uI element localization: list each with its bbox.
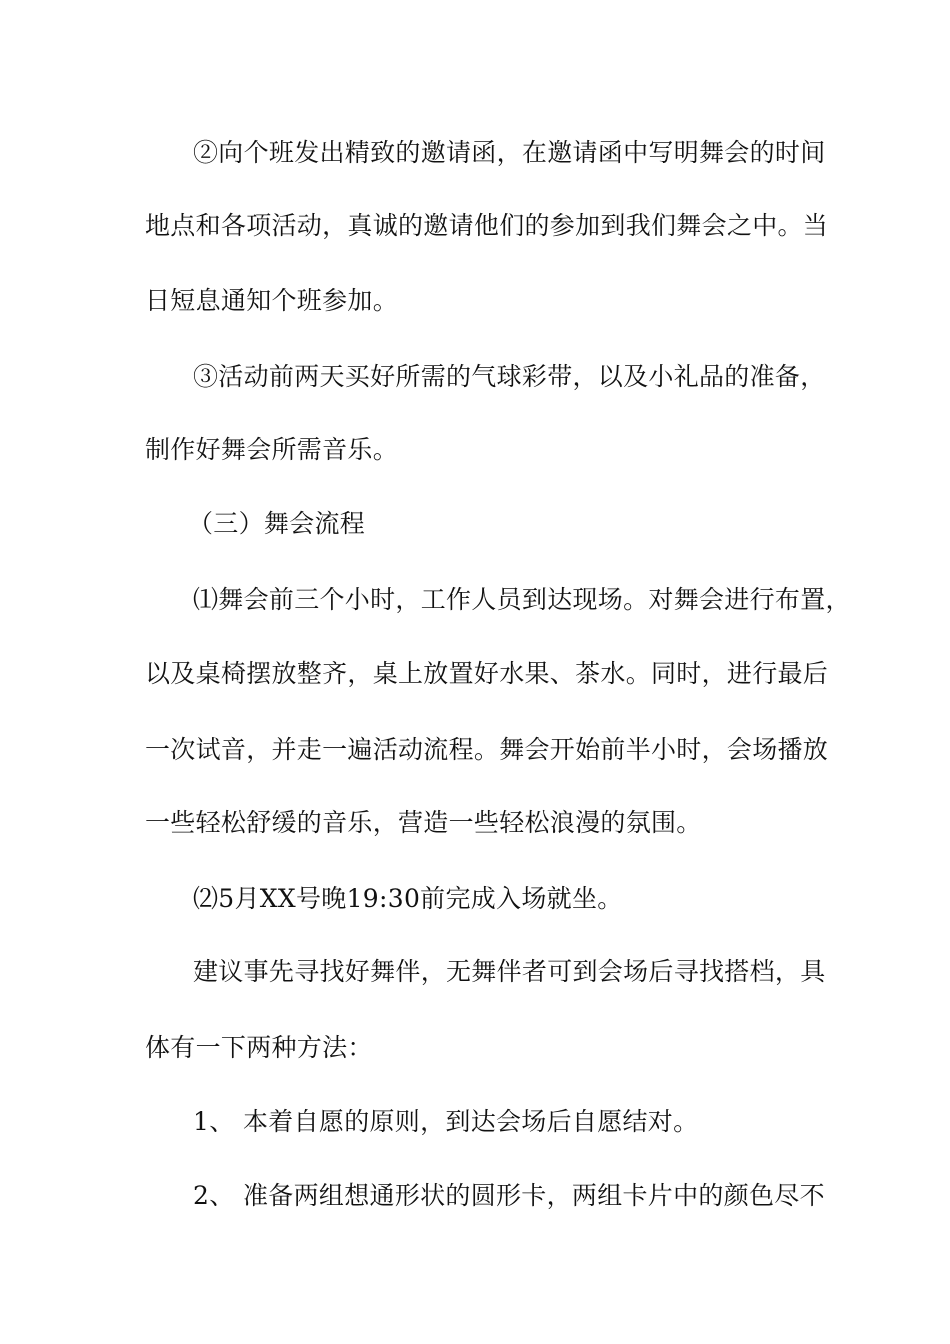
list-number: 1、	[193, 1107, 235, 1136]
list-number: 2、	[193, 1181, 235, 1210]
list-item	[0, 1105, 950, 1139]
paragraph-line: 一些轻松舒缓的音乐，营造一些轻松浪漫的氛围。	[145, 808, 702, 837]
paragraph-line: 一次试音，并走一遍活动流程。舞会开始前半小时，会场播放	[145, 735, 829, 764]
paragraph-line: 制作好舞会所需音乐。	[145, 435, 399, 464]
paragraph-line: ⑵5月XX号晚19:30前完成入场就坐。	[193, 884, 623, 913]
section-heading: （三）舞会流程	[188, 509, 366, 538]
list-item-text: 准备两组想通形状的圆形卡，两组卡片中的颜色尽不	[243, 1181, 825, 1210]
paragraph-line: 体有一下两种方法：	[145, 1033, 373, 1062]
list-item-text: 本着自愿的原则，到达会场后自愿结对。	[243, 1107, 699, 1136]
paragraph-line: ⑴舞会前三个小时，工作人员到达现场。对舞会进行布置，	[193, 585, 851, 614]
paragraph-line: ③活动前两天买好所需的气球彩带，以及小礼品的准备，	[193, 362, 826, 391]
paragraph-line: 日短息通知个班参加。	[145, 286, 399, 315]
paragraph-line: 建议事先寻找好舞伴，无舞伴者可到会场后寻找搭档，具	[193, 957, 826, 986]
paragraph-line: ②向个班发出精致的邀请函，在邀请函中写明舞会的时间	[193, 138, 826, 167]
paragraph-line: 以及桌椅摆放整齐，桌上放置好水果、茶水。同时，进行最后	[145, 659, 829, 688]
paragraph-line: 地点和各项活动，真诚的邀请他们的参加到我们舞会之中。当	[145, 211, 829, 240]
list-item	[0, 1179, 950, 1213]
